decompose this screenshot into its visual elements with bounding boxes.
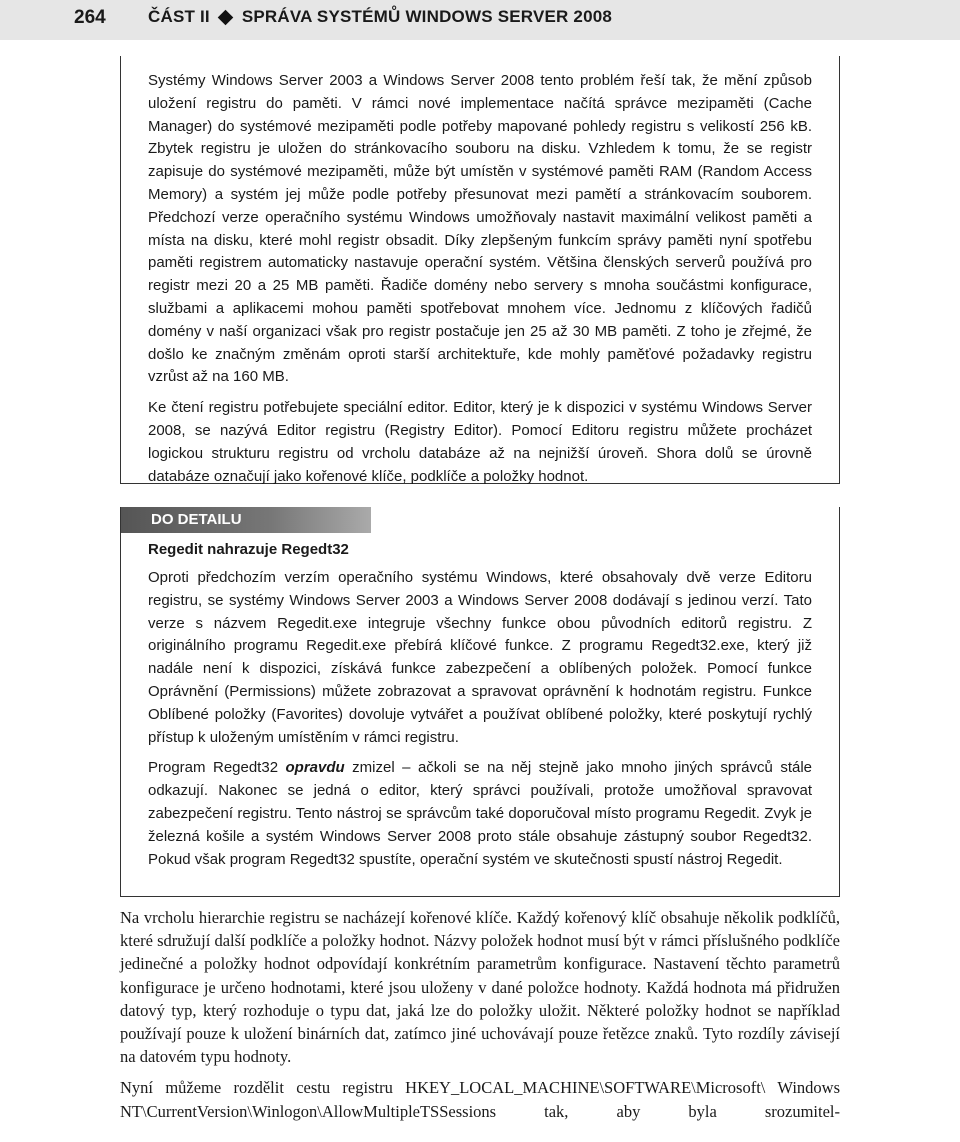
- section-title: SPRÁVA SYSTÉMŮ WINDOWS SERVER 2008: [241, 7, 613, 26]
- page-number: 264: [74, 7, 106, 28]
- diamond-icon: [218, 9, 234, 25]
- emphasis: opravdu: [285, 759, 345, 777]
- text-run: Program Regedt32: [148, 759, 286, 777]
- part-title: ČÁST II: [148, 7, 210, 26]
- text-run: zmizel – ačkoli se na něj stejně jako mnoho jiných správců stále odkazují. Nakonec se jedná o editor, který správci používali, protože umožňoval spravovat zabezpečení registru. Tento nástroj se správcům také doporučoval místo programu Regedit. Zvyk je železná košile a systém Windows Server 2008 proto stále obsahuje zástupný soubor Regedt32. Pokud však program Regedt32 spustíte, operační systém ve skutečnosti spustí nástroj Regedit.: [148, 759, 813, 868]
- detail-label: [121, 507, 371, 533]
- body-text: [120, 906, 840, 1123]
- detail-paragraph: [148, 757, 812, 871]
- detail-heading: Regedit nahrazuje Regedt32: [148, 541, 349, 558]
- detail-label-text: DO DETAILU: [151, 511, 242, 528]
- running-header: [0, 0, 960, 40]
- running-head: [148, 7, 612, 27]
- box-paragraph: Ke čtení registru potřebujete speciální editor. Editor, který je k dispozici v systému Windows Server 2008, se nazývá Editor registru (Registry Editor). Pomocí Editoru registru můžete procházet logickou strukturu registru od vrcholu databáze až na nejnižší úroveň. Shora dolů se úrovně databáze označují jako kořenové klíče, podklíče a položky hodnot.: [148, 399, 812, 485]
- body-paragraph: Nyní můžeme rozdělit cestu registru HKEY_LOCAL_MACHINE\SOFTWARE\Microsoft\ Windows NT\CurrentVersion\Winlogon\AllowMultipleTSSessions tak, aby byla srozumitel-: [120, 1078, 840, 1121]
- detail-box: [120, 507, 840, 897]
- sidebar-box: [120, 56, 840, 484]
- box-paragraph: Systémy Windows Server 2003 a Windows Server 2008 tento problém řeší tak, že mění způsob uložení registru do paměti. V rámci nové implementace načítá správce mezipaměti (Cache Manager) do systémové mezipaměti podle potřeby mapované pohledy registru s velikostí 256 kB. Zbytek registru je uložen do stránkovacího souboru na disku. Vzhledem k tomu, že se registr zapisuje do systémové mezipaměti, může být umístěn v systémové paměti RAM (Random Access Memory) a systém jej může podle potřeby přesunovat mezi pamětí a stránkovacím souborem. Předchozí verze operačního systému Windows umožňovaly nastavit maximální velikost paměti a místa na disku, které mohl registr obsadit. Díky zlepšeným funkcím správy paměti nyní spotřebu paměti registrem automaticky nastavuje operační systém. Většina členských serverů používá pro registr mezi 20 a 25 MB paměti. Řadiče domény nebo servery s mnoha součástmi konfigurace, službami a aplikacemi mohou paměti spotřebovat mnohem více. Jednomu z klíčových řadičů domény v naší organizaci však pro registr postačuje jen 25 až 30 MB paměti. Z toho je zřejmé, že došlo ke značným změnám oproti starší architektuře, kde mohly paměťové požadavky registru vzrůst až na 160 MB.: [148, 72, 812, 386]
- body-paragraph: Na vrcholu hierarchie registru se nacházejí kořenové klíče. Každý kořenový klíč obsahuje několik podklíčů, které sdružují další podklíče a položky hodnot. Názvy položek hodnot musí být v rámci příslušného podklíče jedinečné a položky hodnot odpovídají konkrétním parametrům konfigurace. Nastavení těchto parametrů konfigurace je určeno hodnotami, které jsou uloženy v dané položce hodnoty. Každá hodnota má přidružen datový typ, který rozhoduje o typu dat, jaká lze do položky uložit. Některé položky hodnot se například používají pouze k uložení binárních dat, zatímco jiné uchovávají pouze řetězce znaků. Tyto rozdíly závisejí na datovém typu hodnoty.: [120, 908, 840, 1067]
- detail-paragraph: Oproti předchozím verzím operačního systému Windows, které obsahovaly dvě verze Editoru registru, se systémy Windows Server 2003 a Windows Server 2008 dodávají s jedinou verzí. Tato verze s názvem Regedit.exe integruje všechny funkce obou původních editorů registru. Z originálního programu Regedit.exe přebírá klíčové funkce. Z programu Regedt32.exe, který již nadále není k dispozici, získává funkce zabezpečení a oblíbených položek. Pomocí funkce Oprávnění (Permissions) můžete zobrazovat a spravovat oprávnění k hodnotám registru. Funkce Oblíbené položky (Favorites) dovoluje vytvářet a používat oblíbené položky, které poskytují rychlý přístup k uloženým umístěním v rámci registru.: [148, 569, 812, 746]
